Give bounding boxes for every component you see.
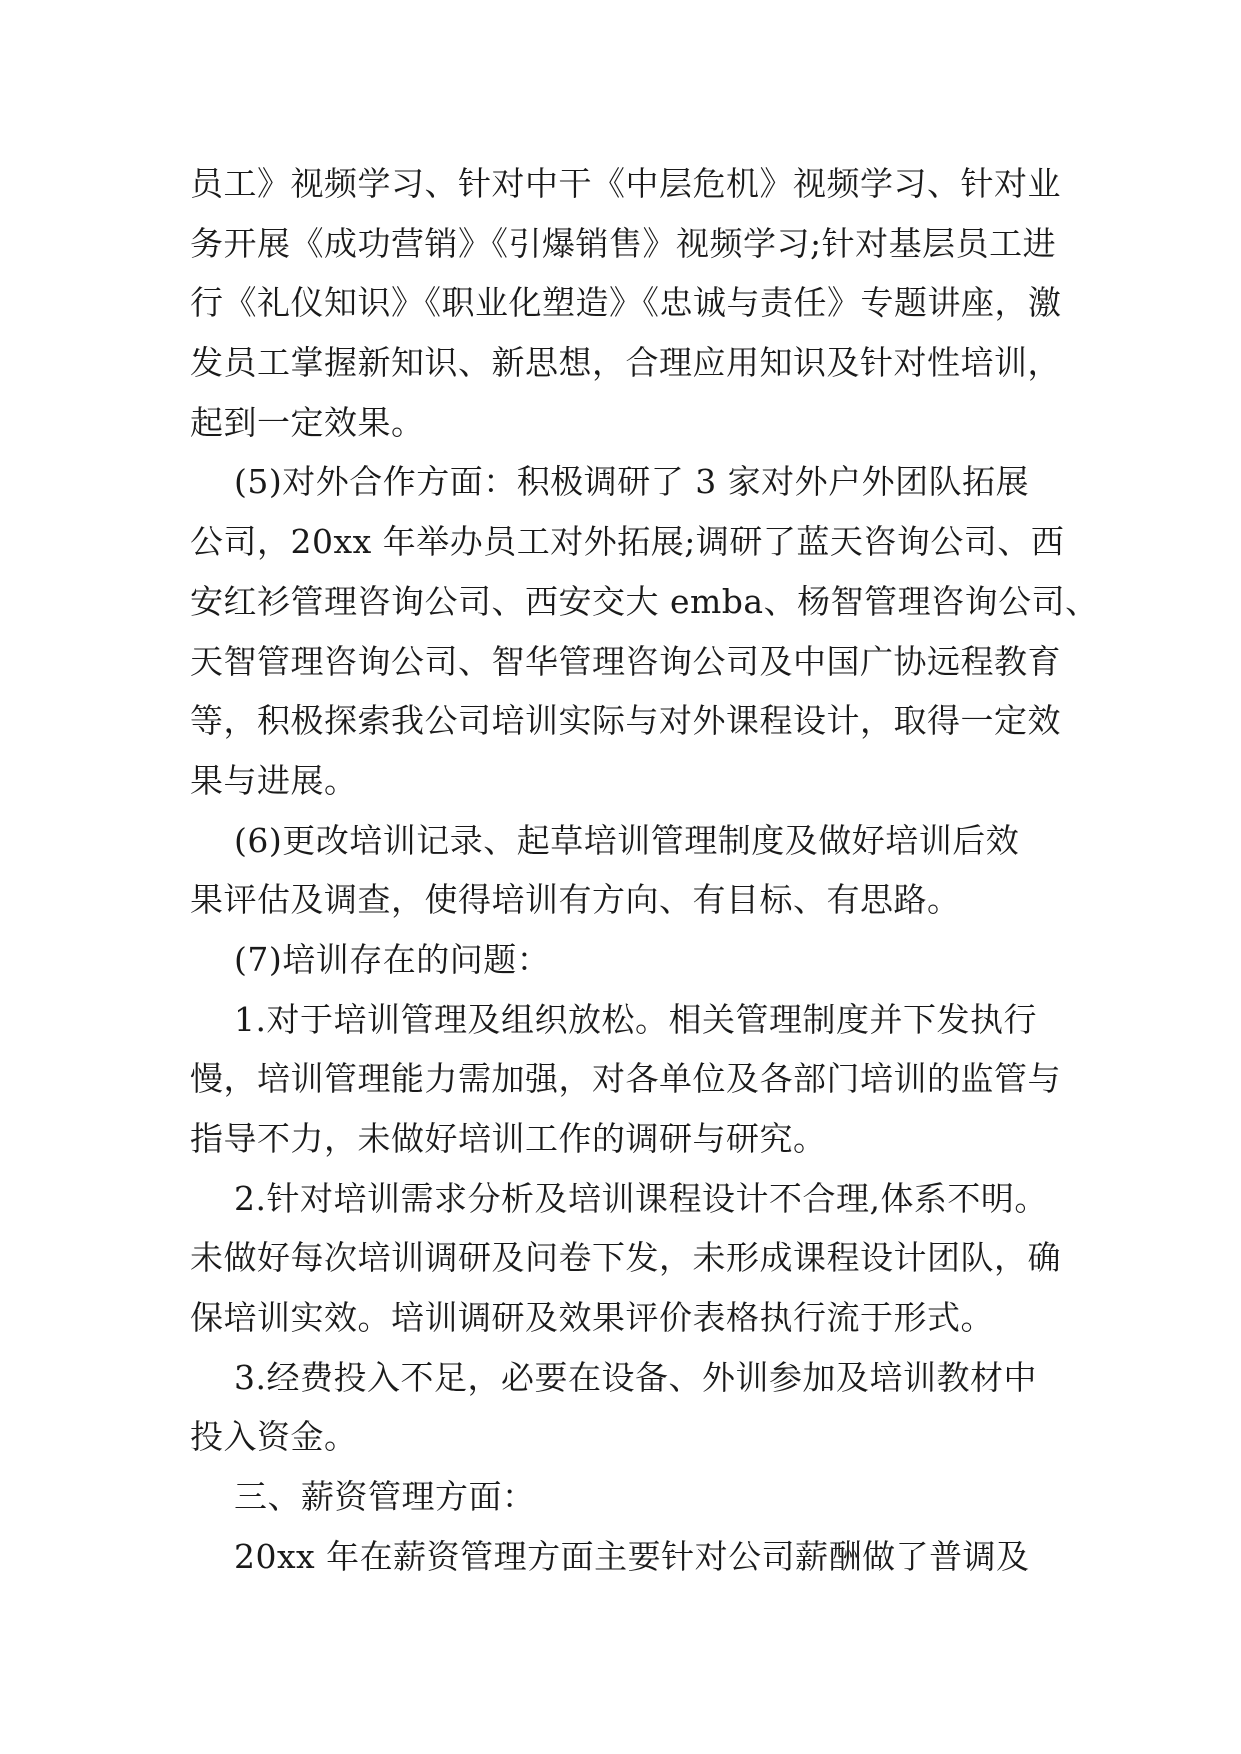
text-line: 起到一定效果。: [190, 402, 425, 442]
document-body: [190, 154, 1099, 1587]
text-line: 3.经费投入不足，必要在设备、外训参加及培训教材中: [190, 1357, 1037, 1397]
text-line: 公司，20xx 年举办员工对外拓展;调研了蓝天咨询公司、西: [190, 522, 1065, 562]
text-line: 指导不力，未做好培训工作的调研与研究。: [190, 1119, 827, 1158]
text-line: 慢，培训管理能力需加强，对各单位及各部门培训的监管与: [190, 1059, 1061, 1099]
text-line: 保培训实效。培训调研及效果评价表格执行流于形式。: [190, 1298, 994, 1338]
text-line: 果评估及调查，使得培训有方向、有目标、有思路。: [190, 880, 961, 920]
text-line: 三、薪资管理方面：: [190, 1477, 536, 1517]
text-line: (6)更改培训记录、起草培训管理制度及做好培训后效: [190, 820, 1020, 860]
text-line: (7)培训存在的问题：: [190, 939, 551, 979]
text-line: 务开展《成功营销》《引爆销售》视频学习;针对基层员工进: [190, 223, 1057, 263]
text-line: 安红衫管理咨询公司、西安交大 emba、杨智管理咨询公司、: [190, 581, 1099, 621]
text-line: 行《礼仪知识》《职业化塑造》《忠诚与责任》专题讲座，激: [190, 283, 1062, 323]
text-line: 20xx 年在薪资管理方面主要针对公司薪酬做了普调及: [190, 1536, 1030, 1576]
text-line: 发员工掌握新知识、新思想，合理应用知识及针对性培训，: [190, 343, 1061, 383]
text-line: 1.对于培训管理及组织放松。相关管理制度并下发执行: [190, 999, 1037, 1039]
text-line: (5)对外合作方面：积极调研了 3 家对外户外团队拓展: [190, 462, 1030, 502]
text-line: 员工》视频学习、针对中干《中层危机》视频学习、针对业: [190, 164, 1061, 203]
text-line: 2.针对培训需求分析及培训课程设计不合理,体系不明。: [190, 1178, 1048, 1218]
text-line: 天智管理咨询公司、智华管理咨询公司及中国广协远程教育: [190, 641, 1061, 681]
text-line: 未做好每次培训调研及问卷下发，未形成课程设计团队，确: [190, 1238, 1061, 1278]
text-line: 果与进展。: [190, 760, 358, 800]
text-line: 等，积极探索我公司培训实际与对外课程设计，取得一定效: [190, 701, 1061, 741]
text-line: 投入资金。: [190, 1417, 358, 1457]
